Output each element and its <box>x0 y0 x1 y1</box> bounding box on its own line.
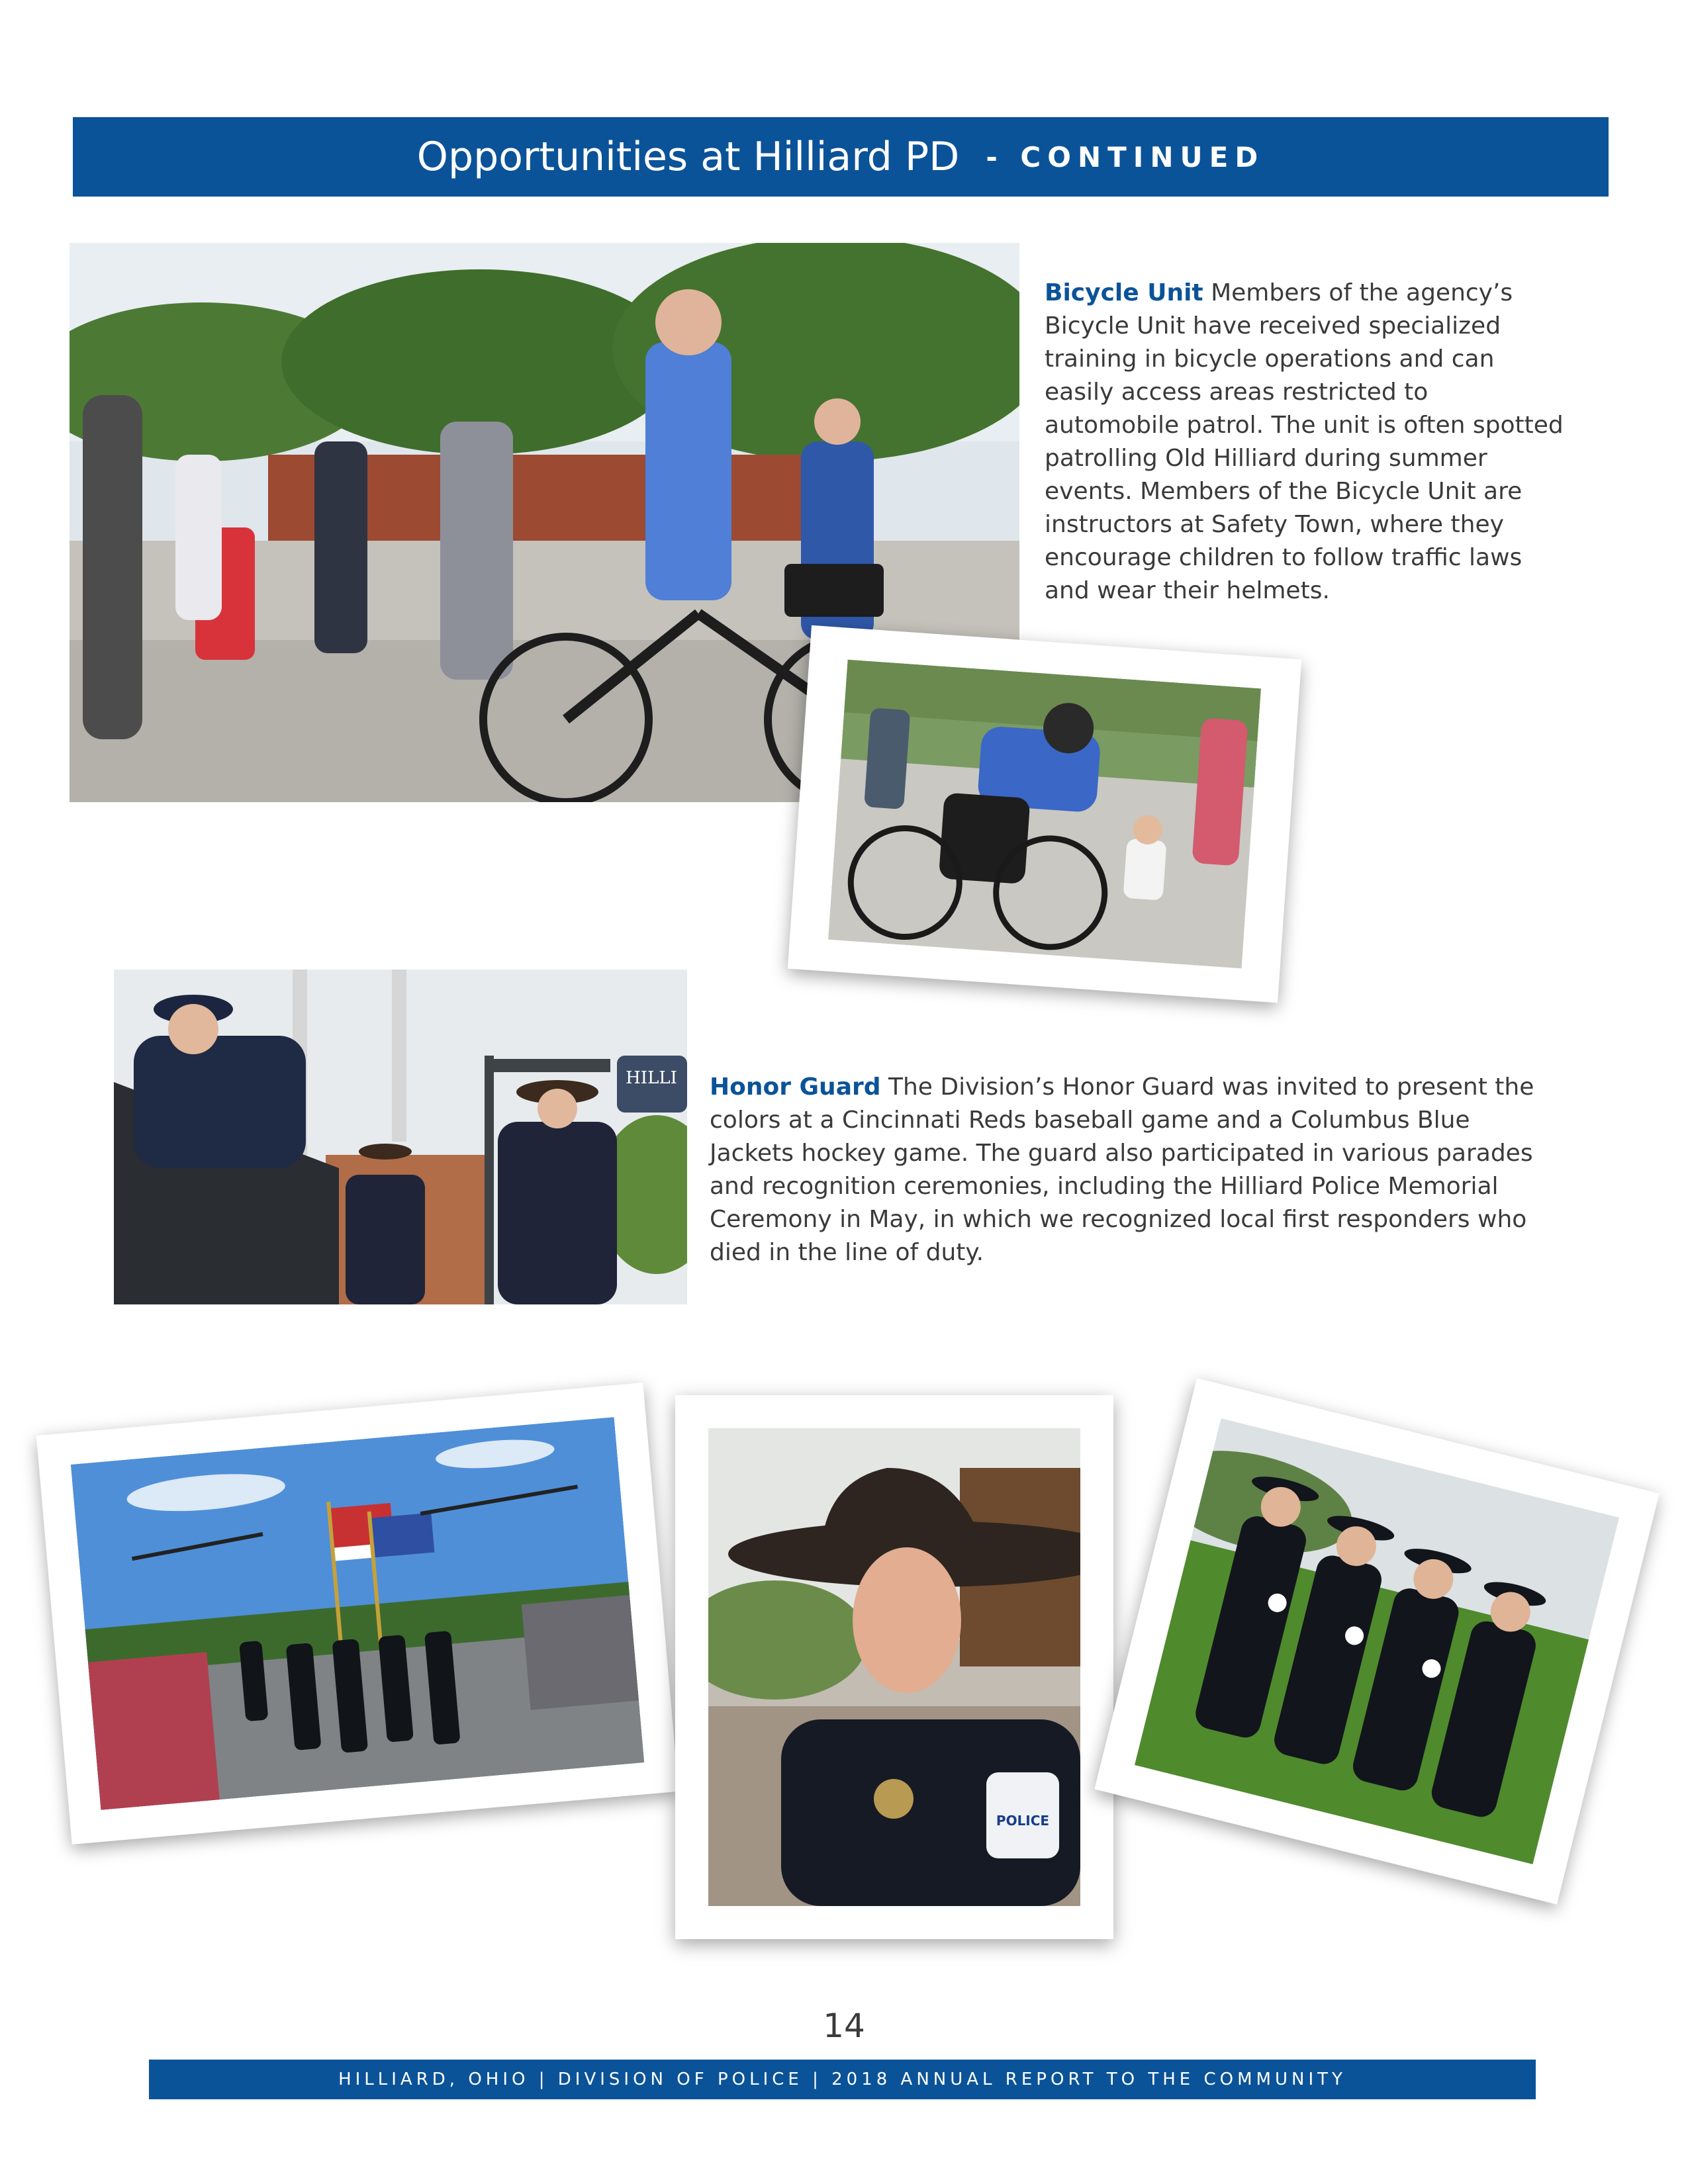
footer-text: HILLIARD, OHIO | DIVISION OF POLICE | 2018 ANNUAL REPORT TO THE COMMUNITY <box>338 2070 1346 2089</box>
bicycle-high-five-photo <box>788 625 1301 1003</box>
street-sign-text: HILLI <box>626 1068 677 1088</box>
page-footer-banner <box>149 2060 1536 2099</box>
page-subtitle: - CONTINUED <box>986 140 1265 173</box>
honor-guard-paragraph <box>710 1071 1544 1269</box>
bicycle-unit-heading: Bicycle Unit <box>1045 279 1203 306</box>
patch-text: POLICE <box>996 1813 1050 1829</box>
page-number: 14 <box>823 2007 865 2045</box>
honor-guard-heading: Honor Guard <box>710 1073 881 1101</box>
bicycle-unit-paragraph <box>1045 277 1568 608</box>
page-header-banner <box>73 117 1609 197</box>
memorial-salute-photo <box>114 970 687 1304</box>
bicycle-unit-text: Members of the agency’s Bicycle Unit have received specialized training in bicycle operations and can easily access areas restricted to automobile patrol. The unit is often spotted patrolling Old Hilliard during summer events. Members of the Bicycle Unit are instructors at Safety Town, where they encourage children to follow traffic laws and wear their helmets. <box>1045 279 1564 604</box>
honor-guard-text: The Division’s Honor Guard was invited to present the colors at a Cincinnati Reds baseball game and a Columbus Blue Jackets hockey game. The guard also participated in various parades and recognition ceremonies, including the Hilliard Police Memorial Ceremony in May, in which we recognized local first responders who died in the line of duty. <box>710 1073 1534 1266</box>
officer-portrait-photo <box>675 1395 1113 1939</box>
page-title: Opportunities at Hilliard PD <box>416 134 960 180</box>
honor-guard-group-photo <box>1094 1378 1659 1904</box>
parade-photo <box>36 1383 679 1844</box>
